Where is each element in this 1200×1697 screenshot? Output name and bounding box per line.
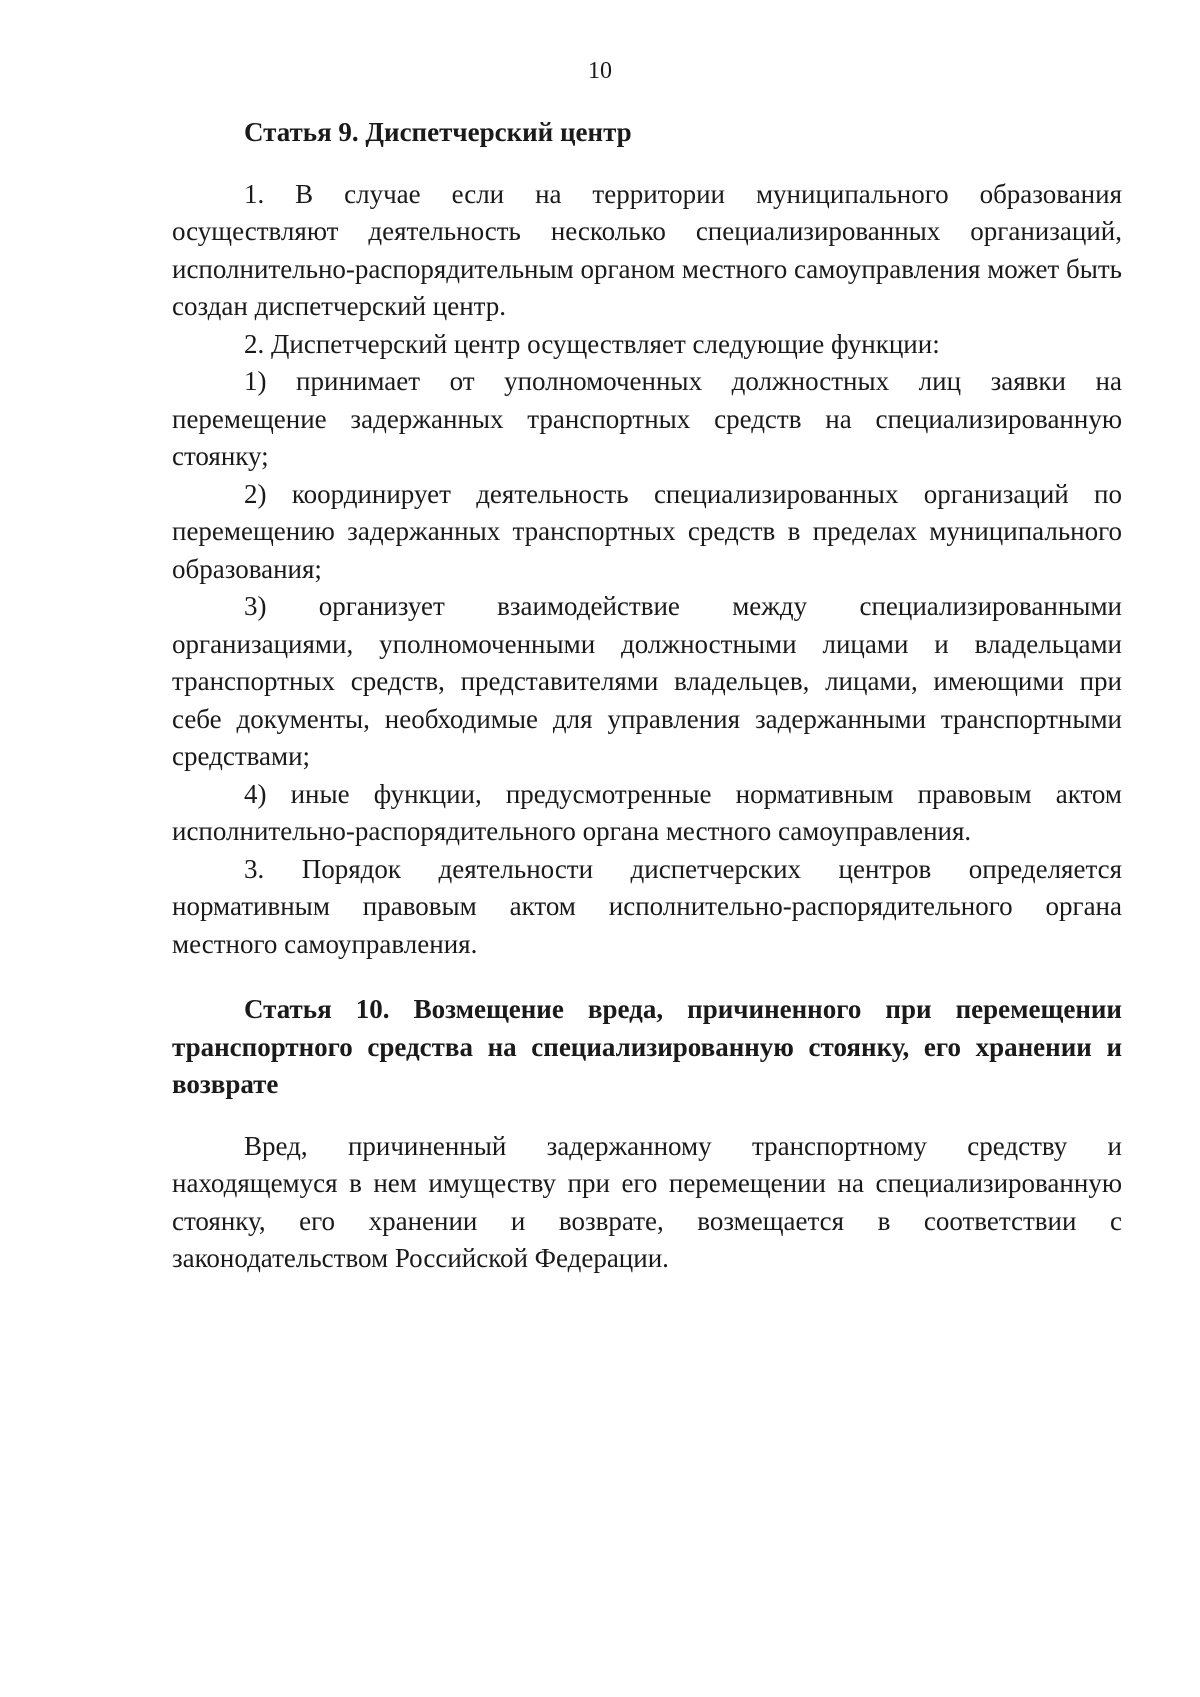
article-9-paragraph-3: 3. Порядок деятельности диспетчерских центров определяется нормативным правовым актом исполнительно-распорядительного органа местного самоуправления. [172, 853, 1122, 959]
article-10-heading: Статья 10. Возмещение вреда, причиненного при перемещении транспортного средства на специализированную стоянку, его хранении и возврате [172, 994, 1122, 1099]
article-9-paragraph-1: 1. В случае если на территории муниципального образования осуществляют деятельность несколько специализированных организаций, исполнительно-распорядительным органом местного самоуправления может быть создан диспетчерский центр. [172, 178, 1122, 321]
article-9-function-1: 1) принимает от уполномоченных должностных лиц заявки на перемещение задержанных транспортных средств на специализированную стоянку; [172, 366, 1122, 471]
document-body [172, 114, 1122, 1278]
article-10-paragraph-1: Вред, причиненный задержанному транспортному средству и находящемуся в нем имуществу при его перемещении на специализированную стоянку, его хранении и возврате, возмещается в соответствии с законодательством Российской Федерации. [172, 1130, 1122, 1273]
article-9-heading: Статья 9. Диспетчерский центр [244, 117, 632, 147]
article-9-function-2: 2) координирует деятельность специализированных организаций по перемещению задержанных транспортных средств в пределах муниципального образования; [172, 478, 1122, 584]
article-9-function-4: 4) иные функции, предусмотренные нормативным правовым актом исполнительно-распорядительного органа местного самоуправления. [172, 778, 1122, 846]
article-9-paragraph-2: 2. Диспетчерский центр осуществляет следующие функции: [244, 328, 940, 359]
article-9-function-3: 3) организует взаимодействие между специализированными организациями, уполномоченными должностными лицами и владельцами транспортных средств, представителями владельцев, лицами, имеющими при себе документы, необходимые для управления задержанными транспортными средствами; [172, 591, 1122, 771]
page-number: 10 [588, 58, 612, 84]
